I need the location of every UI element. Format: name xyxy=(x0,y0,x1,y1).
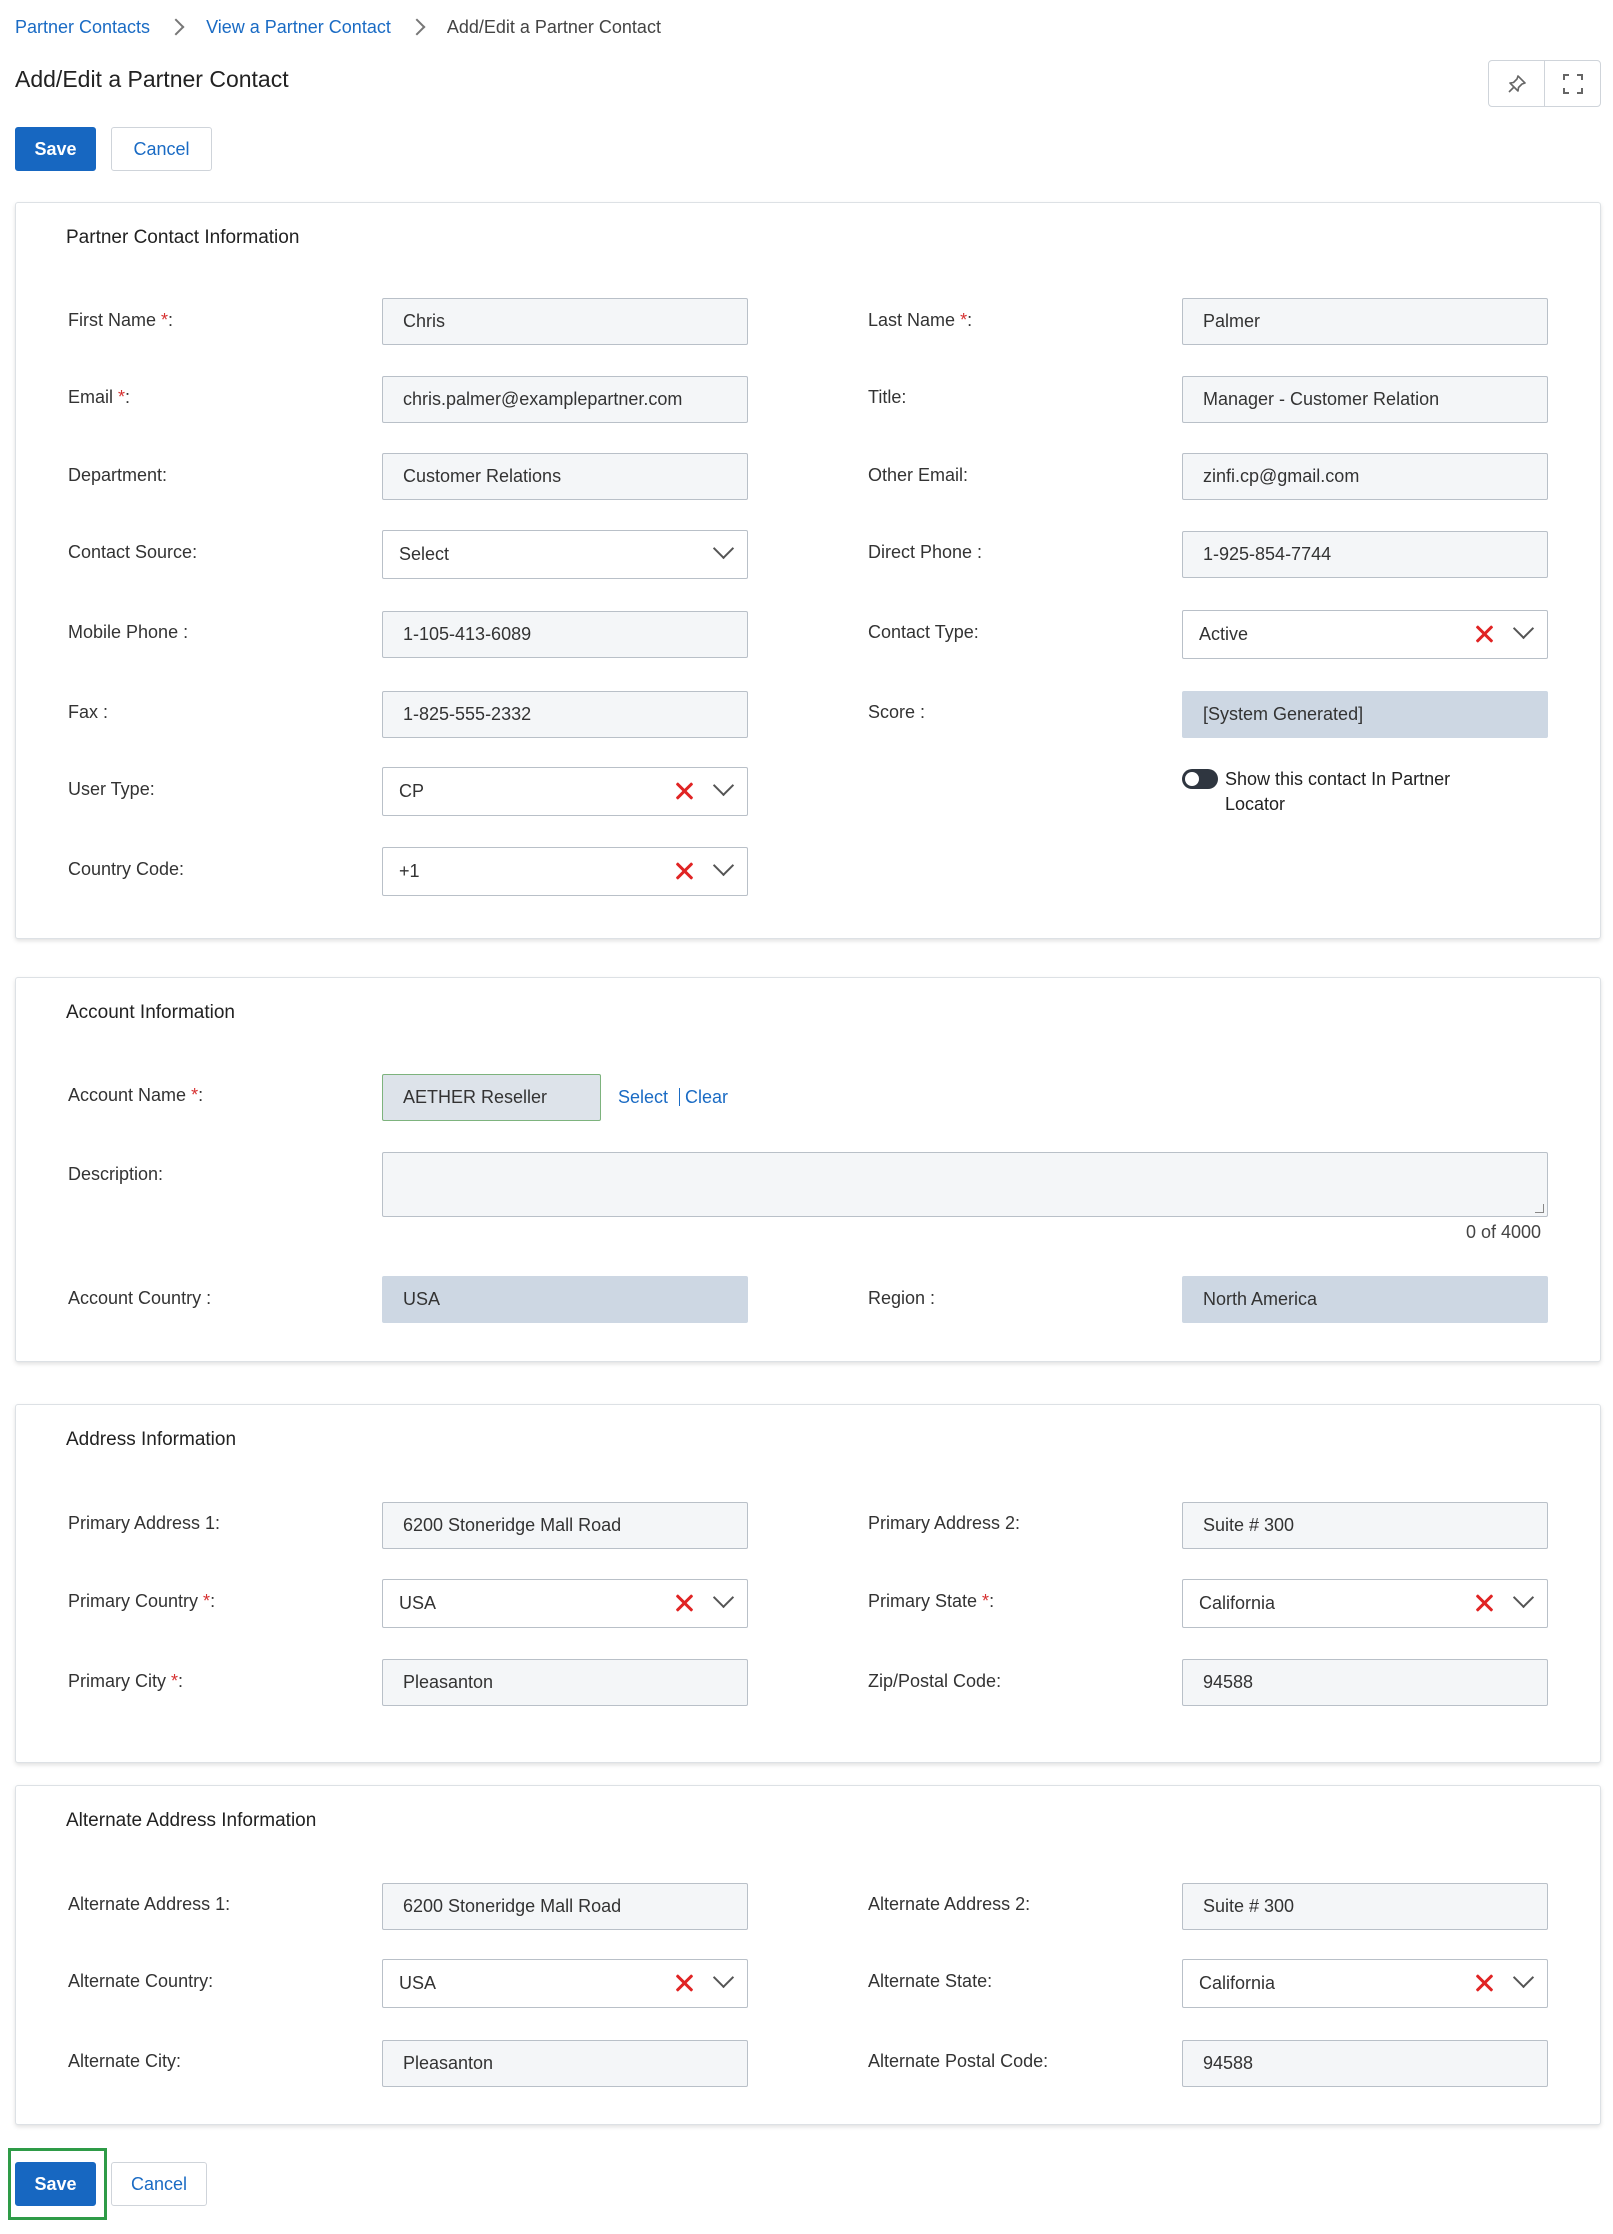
department-input[interactable]: Customer Relations xyxy=(382,453,748,500)
address-information-section xyxy=(15,1404,1601,1763)
alt-address-2-input[interactable]: Suite # 300 xyxy=(1182,1883,1548,1930)
user-type-value: CP xyxy=(399,781,425,801)
cancel-button-bottom[interactable]: Cancel xyxy=(111,2162,207,2206)
save-button-bottom[interactable]: Save xyxy=(15,2162,96,2206)
alt-country-value: USA xyxy=(399,1973,437,1993)
score-field: [System Generated] xyxy=(1182,691,1548,738)
country-code-select[interactable] xyxy=(382,847,748,896)
alt-address-1-input[interactable]: 6200 Stoneridge Mall Road xyxy=(382,1883,748,1930)
account-country-label: Account Country : xyxy=(68,1288,212,1308)
email-label: Email *: xyxy=(68,387,131,407)
clear-x-icon[interactable] xyxy=(1473,623,1495,645)
link-divider xyxy=(679,1088,680,1106)
page-tools xyxy=(1488,60,1601,107)
alt-address-2-label: Alternate Address 2: xyxy=(868,1894,1031,1914)
partner-locator-toggle[interactable] xyxy=(1182,769,1218,789)
chevron-down-icon xyxy=(713,1967,734,1988)
clear-x-icon[interactable] xyxy=(1473,1972,1495,1994)
mobile-phone-label: Mobile Phone : xyxy=(68,622,189,642)
country-code-label: Country Code: xyxy=(68,859,185,879)
clear-x-icon[interactable] xyxy=(673,1592,695,1614)
pin-icon xyxy=(1507,74,1527,94)
alt-address-1-label: Alternate Address 1: xyxy=(68,1894,231,1914)
chevron-down-icon xyxy=(713,855,734,876)
region-field: North America xyxy=(1182,1276,1548,1323)
clear-x-icon[interactable] xyxy=(673,1972,695,1994)
alt-country-label: Alternate Country: xyxy=(68,1971,214,1991)
save-button-top[interactable]: Save xyxy=(15,127,96,171)
breadcrumb-current: Add/Edit a Partner Contact xyxy=(446,16,661,37)
other-email-label: Other Email: xyxy=(868,465,969,485)
primary-country-value: USA xyxy=(399,1593,437,1613)
page-title: Add/Edit a Partner Contact xyxy=(15,66,289,92)
user-type-label: User Type: xyxy=(68,779,155,799)
primary-state-label: Primary State *: xyxy=(868,1591,995,1611)
breadcrumb-view-partner-contact[interactable]: View a Partner Contact xyxy=(206,16,391,37)
cancel-button-top[interactable]: Cancel xyxy=(111,127,212,171)
primary-address-1-input[interactable]: 6200 Stoneridge Mall Road xyxy=(382,1502,748,1549)
partner-contact-information-section xyxy=(15,202,1601,939)
section-title: Address Information xyxy=(66,1429,237,1450)
section-title: Partner Contact Information xyxy=(66,227,300,248)
fax-label: Fax : xyxy=(68,702,109,722)
alt-state-label: Alternate State: xyxy=(868,1971,993,1991)
department-label: Department: xyxy=(68,465,168,485)
section-title: Account Information xyxy=(66,1002,235,1023)
primary-city-input[interactable]: Pleasanton xyxy=(382,1659,748,1706)
pin-button[interactable] xyxy=(1489,61,1544,106)
country-code-value: +1 xyxy=(399,861,420,881)
contact-source-label: Contact Source: xyxy=(68,542,198,562)
first-name-input[interactable]: Chris xyxy=(382,298,748,345)
alt-city-input[interactable]: Pleasanton xyxy=(382,2040,748,2087)
contact-type-select[interactable] xyxy=(1182,610,1548,659)
chevron-down-icon xyxy=(1513,1587,1534,1608)
clear-x-icon[interactable] xyxy=(673,860,695,882)
chevron-down-icon xyxy=(713,775,734,796)
account-name-label: Account Name *: xyxy=(68,1085,204,1105)
clear-x-icon[interactable] xyxy=(1473,1592,1495,1614)
expand-icon xyxy=(1563,74,1583,94)
partner-locator-label: Show this contact In Partner Locator xyxy=(1225,769,1451,814)
contact-source-select[interactable] xyxy=(382,530,748,579)
first-name-label: First Name *: xyxy=(68,310,174,330)
contact-source-value: Select xyxy=(399,544,450,564)
primary-state-select[interactable] xyxy=(1182,1579,1548,1628)
expand-button[interactable] xyxy=(1544,61,1600,106)
title-input[interactable]: Manager - Customer Relation xyxy=(1182,376,1548,423)
account-clear-link[interactable]: Clear xyxy=(685,1087,729,1107)
user-type-select[interactable] xyxy=(382,767,748,816)
alt-postal-input[interactable]: 94588 xyxy=(1182,2040,1548,2087)
breadcrumb xyxy=(15,15,661,39)
description-counter: 0 of 4000 xyxy=(1466,1222,1542,1242)
description-label: Description: xyxy=(68,1164,164,1184)
primary-country-label: Primary Country *: xyxy=(68,1591,216,1611)
chevron-down-icon xyxy=(713,538,734,559)
alt-city-label: Alternate City: xyxy=(68,2051,182,2071)
clear-x-icon[interactable] xyxy=(673,780,695,802)
resize-grip-icon[interactable] xyxy=(1535,1204,1544,1213)
breadcrumb-partner-contacts[interactable]: Partner Contacts xyxy=(15,16,151,37)
primary-country-select[interactable] xyxy=(382,1579,748,1628)
alt-state-value: California xyxy=(1199,1973,1276,1993)
account-select-link[interactable]: Select xyxy=(618,1087,669,1107)
primary-address-2-label: Primary Address 2: xyxy=(868,1513,1021,1533)
primary-city-label: Primary City *: xyxy=(68,1671,184,1691)
zip-input[interactable]: 94588 xyxy=(1182,1659,1548,1706)
contact-type-value: Active xyxy=(1199,624,1249,644)
account-information-section xyxy=(15,977,1601,1362)
direct-phone-input[interactable]: 1-925-854-7744 xyxy=(1182,531,1548,578)
primary-address-1-label: Primary Address 1: xyxy=(68,1513,221,1533)
alt-country-select[interactable] xyxy=(382,1959,748,2008)
chevron-right-icon xyxy=(408,19,425,36)
alternate-address-information-section xyxy=(15,1785,1601,2125)
section-title: Alternate Address Information xyxy=(66,1810,317,1831)
alt-state-select[interactable] xyxy=(1182,1959,1548,2008)
chevron-right-icon xyxy=(168,19,185,36)
last-name-input[interactable]: Palmer xyxy=(1182,298,1548,345)
direct-phone-label: Direct Phone : xyxy=(868,542,983,562)
region-label: Region : xyxy=(868,1288,936,1308)
chevron-down-icon xyxy=(713,1587,734,1608)
zip-label: Zip/Postal Code: xyxy=(868,1671,1002,1691)
title-label: Title: xyxy=(868,387,907,407)
account-name-field: AETHER Reseller xyxy=(382,1074,601,1121)
description-textarea[interactable] xyxy=(382,1152,1548,1217)
fax-input[interactable]: 1-825-555-2332 xyxy=(382,691,748,738)
contact-type-label: Contact Type: xyxy=(868,622,979,642)
other-email-input[interactable]: zinfi.cp@gmail.com xyxy=(1182,453,1548,500)
last-name-label: Last Name *: xyxy=(868,310,973,330)
account-country-field: USA xyxy=(382,1276,748,1323)
chevron-down-icon xyxy=(1513,618,1534,639)
score-label: Score : xyxy=(868,702,926,722)
chevron-down-icon xyxy=(1513,1967,1534,1988)
email-input[interactable]: chris.palmer@examplepartner.com xyxy=(382,376,748,423)
mobile-phone-input[interactable]: 1-105-413-6089 xyxy=(382,611,748,658)
primary-state-value: California xyxy=(1199,1593,1276,1613)
primary-address-2-input[interactable]: Suite # 300 xyxy=(1182,1502,1548,1549)
alt-postal-label: Alternate Postal Code: xyxy=(868,2051,1049,2071)
